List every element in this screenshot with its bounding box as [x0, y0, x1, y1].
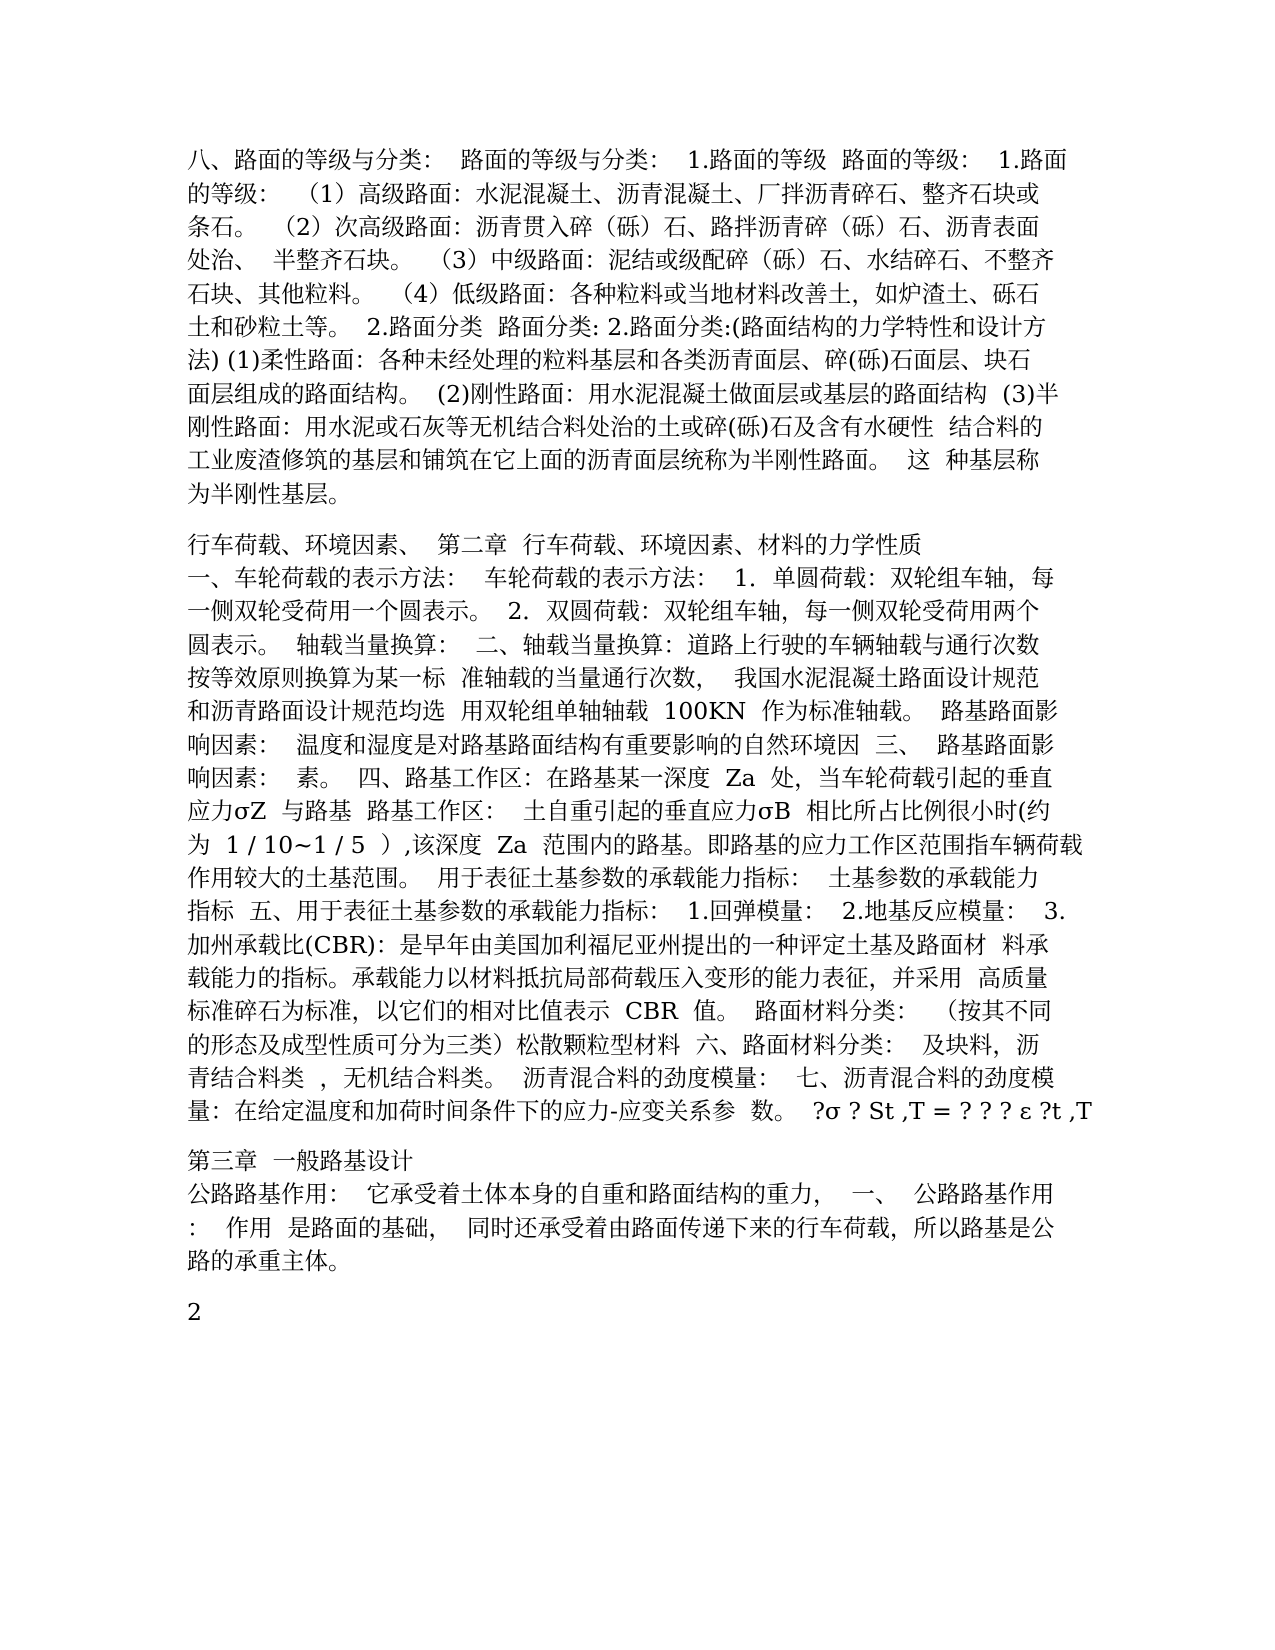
text-line: 响因素： 温度和湿度是对路基路面结构有重要影响的自然环境因 三、 路基路面影: [187, 731, 1055, 759]
text-line: 作用较大的土基范围。 用于表征土基参数的承载能力指标： 土基参数的承载能力: [187, 864, 1040, 892]
text-line: 公路路基作用： 它承受着土体本身的自重和路面结构的重力， 一、 公路路基作用: [187, 1180, 1055, 1208]
text-line: 和沥青路面设计规范均选 用双轮组单轴轴载 100KN 作为标准轴载。 路基路面影: [187, 697, 1059, 725]
text-line: 路的承重主体。: [187, 1247, 352, 1275]
text-line: 第三章 一般路基设计: [187, 1147, 414, 1175]
text-line: 量：在给定温度和加荷时间条件下的应力-应变关系参 数。 ?σ ? St ,T = ? ? ? ε ?t ,T: [187, 1097, 1092, 1125]
text-line: 处治、 半整齐石块。 （3）中级路面：泥结或级配碎（砾）石、水结碎石、不整齐: [187, 246, 1055, 274]
text-line: 一侧双轮受荷用一个圆表示。 2．双圆荷载：双轮组车轴，每一侧双轮受荷用两个: [187, 597, 1040, 625]
text-line: 的等级： （1）高级路面：水泥混凝土、沥青混凝土、厂拌沥青碎石、整齐石块或: [187, 180, 1040, 208]
text-line: 为 1 / 10~1 / 5 ）,该深度 Za 范围内的路基。即路基的应力工作区范围指车辆荷载: [187, 831, 1083, 859]
text-line: 面层组成的路面结构。 (2)刚性路面：用水泥混凝土做面层或基层的路面结构 (3)半: [187, 380, 1059, 408]
text-line: 标准碎石为标准，以它们的相对比值表示 CBR 值。 路面材料分类： （按其不同: [187, 997, 1052, 1025]
text-line: 指标 五、用于表征土基参数的承载能力指标： 1.回弹模量： 2.地基反应模量： 3.: [187, 897, 1067, 925]
text-line: 圆表示。 轴载当量换算： 二、轴载当量换算：道路上行驶的车辆轴载与通行次数: [187, 631, 1040, 659]
text-line: 青结合料类 ，无机结合料类。 沥青混合料的劲度模量： 七、沥青混合料的劲度模: [187, 1064, 1055, 1092]
text-line: 条石。 （2）次高级路面：沥青贯入碎（砾）石、路拌沥青碎（砾）石、沥青表面: [187, 213, 1040, 241]
text-line: 响因素： 素。 四、路基工作区：在路基某一深度 Za 处，当车轮荷载引起的垂直: [187, 764, 1053, 792]
text-line: 按等效原则换算为某一标 准轴载的当量通行次数， 我国水泥混凝土路面设计规范: [187, 664, 1040, 692]
text-line: 行车荷载、环境因素、 第二章 行车荷载、环境因素、材料的力学性质: [187, 531, 922, 559]
text-line: 的形态及成型性质可分为三类）松散颗粒型材料 六、路面材料分类： 及块料，沥: [187, 1031, 1040, 1059]
text-line: 加州承载比(CBR)：是早年由美国加利福尼亚州提出的一种评定土基及路面材 料承: [187, 931, 1049, 959]
text-line: 工业废渣修筑的基层和铺筑在它上面的沥青面层统称为半刚性路面。 这 种基层称: [187, 446, 1040, 474]
text-line: 一、车轮荷载的表示方法： 车轮荷载的表示方法： 1．单圆荷载：双轮组车轴，每: [187, 564, 1055, 592]
text-line: ： 作用 是路面的基础， 同时还承受着由路面传递下来的行车荷载，所以路基是公: [187, 1214, 1055, 1242]
page-number: 2: [187, 1298, 202, 1326]
text-line: 应力σZ 与路基 路基工作区： 土自重引起的垂直应力σB 相比所占比例很小时(约: [187, 797, 1051, 825]
text-line: 石块、其他粒料。 （4）低级路面：各种粒料或当地材料改善土，如炉渣土、砾石: [187, 280, 1040, 308]
text-line: 八、路面的等级与分类： 路面的等级与分类： 1.路面的等级 路面的等级： 1.路面: [187, 146, 1068, 174]
text-line: 刚性路面：用水泥或石灰等无机结合料处治的土或碎(砾)石及含有水硬性 结合料的: [187, 413, 1043, 441]
text-line: 法) (1)柔性路面：各种未经处理的粒料基层和各类沥青面层、碎(砾)石面层、块石: [187, 346, 1031, 374]
text-line: 土和砂粒土等。 2.路面分类 路面分类: 2.路面分类:(路面结构的力学特性和设计方: [187, 313, 1047, 341]
text-line: 载能力的指标。承载能力以材料抵抗局部荷载压入变形的能力表征，并采用 高质量: [187, 964, 1048, 992]
text-line: 为半刚性基层。: [187, 480, 352, 508]
